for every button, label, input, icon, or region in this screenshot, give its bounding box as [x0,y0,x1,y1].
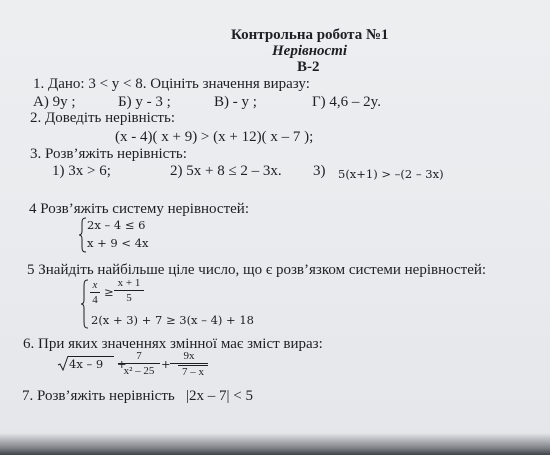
task-5-line-2: 2(x + 3) + 7 ≥ 3(x – 4) + 18 [91,313,254,327]
task-1-option-d: Г) 4,6 – 2y. [312,94,381,110]
task-5-fraction-1 [90,279,100,306]
task-5-fraction-2 [114,277,144,304]
fraction-denominator: x² – 25 [123,365,155,377]
task-6-fraction-1 [118,350,160,377]
task-7-text: 7. Розв’яжіть нерівність [22,388,175,404]
system-brace-icon [80,279,90,329]
task-3-text: 3. Розв’яжіть нерівність: [30,146,187,162]
task-7-expression: |2x – 7| < 5 [186,388,253,404]
task-4-line-1: 2x – 4 ≤ 6 [87,218,146,232]
task-3-item-3-label: 3) [313,163,326,179]
page-title: Контрольна робота №1 [231,27,389,43]
variant-label: В-2 [297,59,320,75]
task-6-fraction-2 [170,350,208,378]
task-3-item-3-expression: 5(x+1) > –(2 – 3x) [338,167,444,181]
task-1-option-b: Б) y - 3 ; [118,94,171,110]
task-4-line-2: x + 9 < 4x [87,236,149,250]
fraction-numerator: x + 1 [117,277,141,289]
task-1-text: 1. Дано: 3 < y < 8. Оцініть значення виразу: [33,76,310,92]
fraction-denominator: 7 – x [178,365,208,378]
task-3-item-2: 2) 5x + 8 ≤ 2 – 3x. [170,163,282,179]
task-6-plus-2: + [161,357,171,371]
task-4-text: 4 Розв’яжіть систему нерівностей: [29,201,249,217]
desk-edge [0,433,550,455]
task-2-text: 2. Доведіть нерівність: [30,110,175,126]
fraction-numerator: 9x [183,350,195,362]
task-5-text: 5 Знайдіть найбільше ціле число, що є розв’язком системи нерівностей: [27,262,487,278]
task-5-geq-sign: ≥ [104,285,114,299]
task-6-text: 6. При яких значеннях змінної має зміст вираз: [23,336,323,352]
fraction-denominator: 4 [92,294,98,306]
task-6-plus-1: + [117,357,127,371]
fraction-numerator: x [92,279,98,291]
task-6-root-1: 4x – 9 [69,357,104,371]
page-subtitle: Нерівності [272,43,348,59]
fraction-numerator: 7 [136,350,142,362]
task-1-option-a: А) 9y ; [33,94,76,110]
task-3-item-1: 1) 3x > 6; [52,163,111,179]
task-1-option-c: В) - y ; [214,94,257,110]
fraction-denominator: 5 [126,292,132,304]
square-root-icon [57,355,69,371]
task-2-expression: (x - 4)( x + 9) > (x + 12)( x – 7 ); [115,129,314,145]
